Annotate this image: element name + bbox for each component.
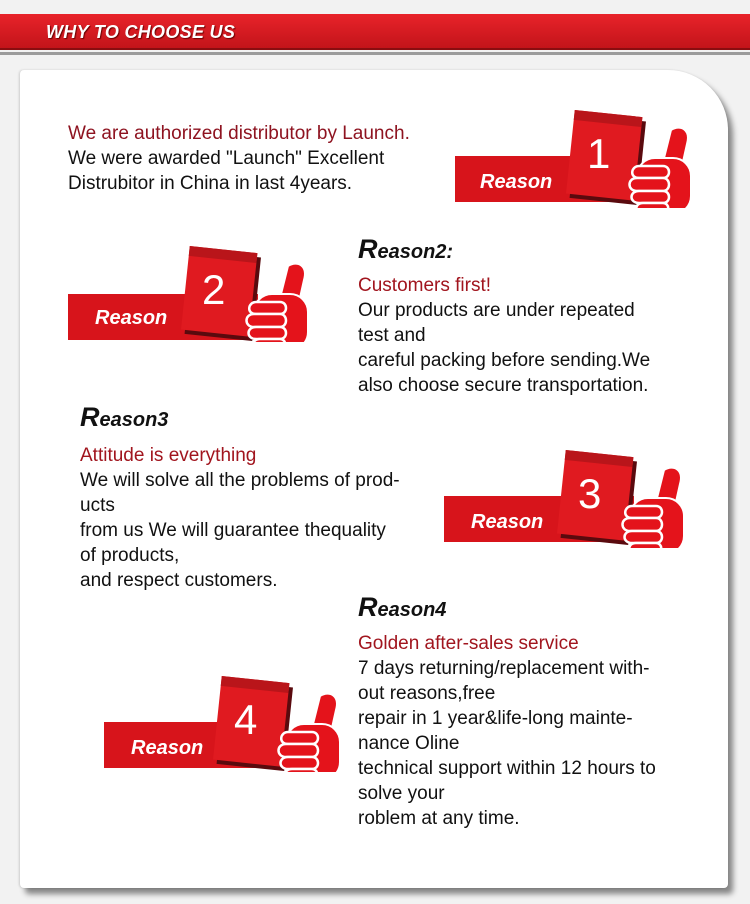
reason-2-heading: [358, 234, 453, 265]
reason-1-subtitle: We are authorized distributor by Launch.: [68, 123, 410, 144]
reason-4-line-7: roblem at any time.: [358, 808, 520, 829]
reason-4-line-4: nance Oline: [358, 733, 460, 754]
header-divider: [0, 52, 750, 55]
reason-2-line-2: test and: [358, 325, 426, 346]
reason-4-badge-number: 4: [234, 696, 258, 743]
reason-2-badge-number: 2: [202, 266, 226, 313]
reason-3-line-5: and respect customers.: [80, 570, 278, 591]
reason-2-badge: [68, 242, 318, 342]
reason-3-line-1: We will solve all the problems of prod-: [80, 470, 400, 491]
reason-3-subtitle: Attitude is everything: [80, 445, 257, 466]
reason-1-badge: [455, 108, 705, 208]
page-title: [46, 22, 235, 43]
reason-3-badge: [444, 448, 704, 548]
reason-3-badge-number: 3: [578, 470, 602, 517]
reason-3-heading-cap: R: [80, 402, 100, 432]
reason-3-line-4: of products,: [80, 545, 180, 566]
reason-1-line-1: We were awarded "Launch" Excellent: [68, 148, 385, 169]
reason-4-line-3: repair in 1 year&life-long mainte-: [358, 708, 633, 729]
reason-2-line-1: Our products are under repeated: [358, 300, 635, 321]
reason-4-line-1: 7 days returning/replacement with-: [358, 658, 650, 679]
reason-3-badge-label: Reason: [471, 511, 544, 533]
reason-2-heading-rest: eason2:: [377, 241, 454, 263]
reason-3-line-3: from us We will guarantee thequality: [80, 520, 386, 541]
reason-2-subtitle: Customers first!: [358, 275, 492, 296]
reason-4-heading-cap: R: [358, 592, 378, 622]
reason-4-badge-label: Reason: [131, 737, 204, 759]
reason-2-line-4: also choose secure transportation.: [358, 375, 649, 396]
reason-4-subtitle: Golden after-sales service: [358, 633, 579, 654]
reason-4-badge: [104, 672, 354, 772]
reason-2-heading-cap: R: [358, 234, 378, 264]
reason-4-heading-rest: eason4: [377, 599, 447, 621]
page-title-text: WHY TO CHOOSE US: [46, 22, 236, 42]
reason-4-heading: [358, 592, 446, 623]
reason-3-heading: [80, 402, 168, 433]
reason-4-line-5: technical support within 12 hours to: [358, 758, 656, 779]
reason-1-badge-label: Reason: [480, 171, 553, 193]
reason-3-heading-rest: eason3: [99, 409, 169, 431]
reason-2-badge-label: Reason: [95, 307, 168, 329]
reason-4-line-2: out reasons,free: [358, 683, 496, 704]
reason-2-line-3: careful packing before sending.We: [358, 350, 651, 371]
reason-1-badge-number: 1: [587, 130, 611, 177]
reason-3-line-2: ucts: [80, 495, 115, 516]
reason-1-line-2: Distrubitor in China in last 4years.: [68, 173, 353, 194]
reason-4-line-6: solve your: [358, 783, 445, 804]
